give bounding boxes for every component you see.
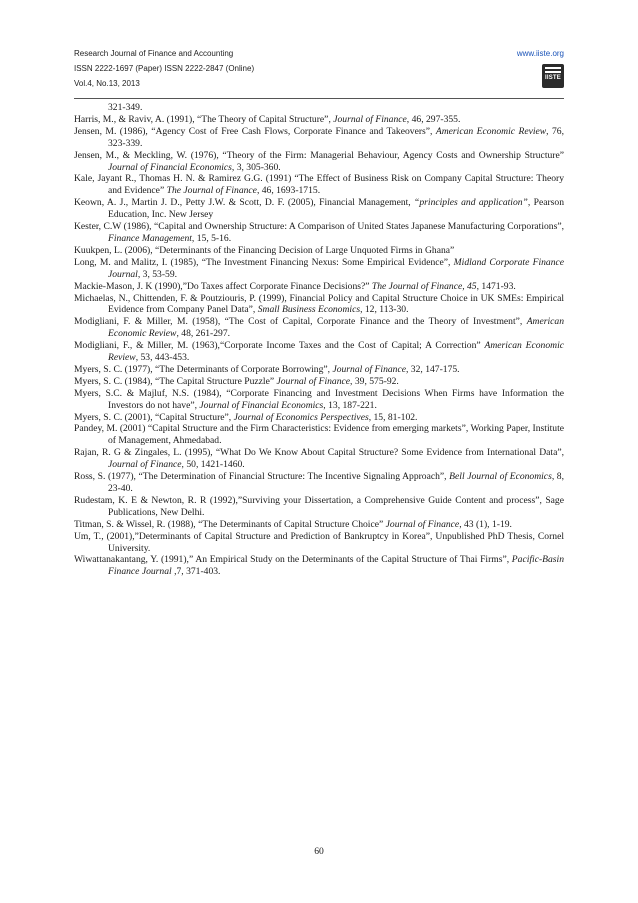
- logo-text: IISTE: [544, 75, 561, 81]
- reference-text: Rudestam, K. E & Newton, R. R (1992),”Surviving your Dissertation, a Comprehensive Guide Content and process”, Sage Publications, New Delhi.: [74, 494, 564, 518]
- reference-source-title: Journal of Finance: [108, 459, 182, 471]
- reference-item: [74, 471, 564, 495]
- reference-source-title: Journal of Finance: [332, 363, 406, 375]
- reference-text: Myers, S. C. (1984), “The Capital Structure Puzzle”: [74, 375, 277, 387]
- reference-details: ,7, 371-403.: [171, 566, 221, 578]
- reference-item: [74, 173, 564, 197]
- reference-source-title: The Journal of Finance, 45: [371, 280, 477, 292]
- reference-item: [74, 447, 564, 471]
- reference-text: Pandey, M. (2001) “Capital Structure and the Firm Characteristics: Evidence from emerging markets”, Working Paper, Institute of Management, Ahmedabad.: [74, 423, 564, 447]
- reference-item: [74, 293, 564, 317]
- reference-text: Um, T., (2001),”Determinants of Capital Structure and Prediction of Bankruptcy in Korea”, Unpublished PhD Thesis, Cornel University.: [74, 530, 564, 554]
- reference-details: , 3, 305-360.: [231, 161, 281, 173]
- reference-source-title: Journal of Finance: [333, 113, 407, 125]
- reference-text: Harris, M., & Raviv, A. (1991), “The Theory of Capital Structure”,: [74, 113, 334, 125]
- reference-details: , 8, 23-40.: [108, 471, 564, 494]
- reference-details: , 12, 113-30.: [360, 304, 409, 316]
- reference-text: Modigliani, F., & Miller, M. (1963),“Corporate Income Taxes and the Cost of Capital; A Correction”: [74, 340, 485, 352]
- reference-source-title: Journal of Economics Perspectives: [233, 411, 369, 423]
- reference-text: Long, M. and Malitz, I. (1985), “The Investment Financing Nexus: Some Empirical Evidence”,: [74, 256, 454, 268]
- reference-item: [74, 245, 564, 257]
- reference-source-title: Journal of Financial Economics: [108, 161, 232, 173]
- reference-text: Myers, S. C. (1977), “The Determinants of Corporate Borrowing”,: [74, 363, 333, 375]
- reference-source-title: Small Business Economics: [257, 304, 361, 316]
- reference-source-title: American Economic Review: [108, 340, 564, 364]
- reference-item: [74, 364, 564, 376]
- reference-details: , 32, 147-175.: [406, 363, 460, 375]
- reference-text: Kale, Jayant R., Thomas H. N. & Ramirez G.G. (1991) “The Effect of Business Risk on Company Capital Structure: Theory and Evidence”: [74, 173, 564, 197]
- reference-details: , 43 (1), 1-19.: [459, 518, 512, 530]
- page-number: 60: [314, 846, 324, 857]
- header-divider: [74, 98, 564, 99]
- reference-item: [74, 412, 564, 424]
- reference-source-title: Pacific-Basin Finance Journal: [108, 554, 564, 578]
- reference-source-title: Finance Management: [108, 232, 192, 244]
- reference-source-title: American Economic Review: [435, 125, 547, 137]
- reference-details: , 15, 81-102.: [368, 411, 418, 423]
- reference-details: , 46, 1693-1715.: [256, 185, 321, 197]
- reference-text: Jensen, M. (1986), “Agency Cost of Free Cash Flows, Corporate Finance and Takeovers”,: [74, 125, 436, 137]
- reference-item: [74, 495, 564, 519]
- reference-details: , 1471-93.: [476, 280, 516, 292]
- reference-item: [74, 340, 564, 364]
- reference-item: [74, 376, 564, 388]
- reference-list: [74, 102, 564, 578]
- reference-item: [74, 316, 564, 340]
- reference-source-title: “principles and application”: [414, 197, 528, 209]
- reference-details: , 53, 443-453.: [135, 352, 190, 364]
- reference-source-title: Journal of Financial Economics: [199, 399, 324, 411]
- reference-source-title: The Journal of Finance: [166, 185, 257, 197]
- iiste-logo: [542, 64, 564, 88]
- reference-item: [74, 554, 564, 578]
- reference-text: 321-349.: [108, 102, 143, 113]
- reference-text: Michaelas, N., Chittenden, F. & Poutziouris, P. (1999), Financial Policy and Capital Structure Choice in UK SMEs: Empirical Evidence from Company Panel Data”,: [74, 292, 564, 316]
- journal-url-link[interactable]: www.iiste.org: [516, 49, 564, 58]
- reference-item: [74, 221, 564, 245]
- reference-text: Keown, A. J., Martin J. D., Petty J.W. & Scott, D. F. (2005), Financial Management,: [74, 197, 415, 209]
- reference-text: Modigliani, F. & Miller, M. (1958), “The Cost of Capital, Corporate Finance and the Theory of Investment”,: [74, 316, 527, 328]
- reference-item: [74, 257, 564, 281]
- reference-details: , 46, 297-355.: [406, 113, 461, 125]
- reference-item: [74, 531, 564, 555]
- reference-text: Ross, S. (1977), “The Determination of Financial Structure: The Incentive Signaling Approach”,: [74, 471, 450, 483]
- reference-details: , 39, 575-92.: [350, 375, 399, 387]
- volume-line: Vol.4, No.13, 2013: [74, 79, 140, 88]
- reference-item: [74, 197, 564, 221]
- reference-details: , 13, 187-221.: [323, 399, 377, 411]
- reference-source-title: Journal of Finance: [385, 518, 460, 530]
- reference-details: , 76, 323-339.: [108, 125, 564, 149]
- reference-details: , 15, 5-16.: [191, 232, 232, 244]
- reference-details: , Pearson Education, Inc. New Jersey: [108, 197, 564, 221]
- issn-line: ISSN 2222-1697 (Paper) ISSN 2222-2847 (Online): [74, 64, 255, 73]
- reference-source-title: Midland Corporate Finance Journal: [108, 256, 565, 280]
- reference-source-title: American Economic Review: [108, 316, 564, 340]
- reference-text: Myers, S. C. (2001), “Capital Structure”,: [74, 411, 234, 423]
- reference-details: , 50, 1421-1460.: [181, 459, 245, 471]
- reference-text: Wiwattanakantang, Y. (1991),” An Empirical Study on the Determinants of the Capital Structure of Thai Firms”,: [74, 554, 512, 566]
- reference-source-title: Bell Journal of Economics: [449, 471, 552, 483]
- reference-details: , 48, 261-297.: [176, 328, 231, 340]
- reference-item: [74, 114, 564, 126]
- page-header: [74, 46, 564, 98]
- reference-text: Titman, S. & Wissel, R. (1988), “The Determinants of Capital Structure Choice”: [74, 518, 386, 530]
- reference-item: [74, 102, 564, 114]
- reference-text: Myers, S.C. & Majluf, N.S. (1984), “Corporate Financing and Investment Decisions When Firms have Information the Investors do not have”,: [74, 387, 564, 411]
- reference-item: [74, 281, 564, 293]
- reference-text: Jensen, M., & Meckling, W. (1976), “Theory of the Firm: Managerial Behaviour, Agency Costs and Ownership Structure”: [74, 149, 564, 161]
- reference-source-title: Journal of Finance: [276, 375, 351, 387]
- reference-item: [74, 388, 564, 412]
- reference-item: [74, 423, 564, 447]
- reference-item: [74, 519, 564, 531]
- reference-item: [74, 126, 564, 150]
- reference-text: Kester, C.W (1986), “Capital and Ownership Structure: A Comparison of United States Japanese Manufacturing Corporations”,: [74, 221, 564, 233]
- reference-item: [74, 150, 564, 174]
- reference-text: Kuukpen, L. (2006), “Determinants of the Financing Decision of Large Unquoted Firms in Ghana”: [74, 244, 455, 256]
- reference-text: Mackie-Mason, J. K (1990),”Do Taxes affect Corporate Finance Decisions?”: [74, 280, 372, 292]
- journal-name: Research Journal of Finance and Accounting: [74, 49, 234, 58]
- reference-text: Rajan, R. G & Zingales, L. (1995), “What Do We Know About Capital Structure? Some Evidence from International Data”,: [74, 447, 564, 459]
- reference-details: , 3, 53-59.: [137, 268, 178, 280]
